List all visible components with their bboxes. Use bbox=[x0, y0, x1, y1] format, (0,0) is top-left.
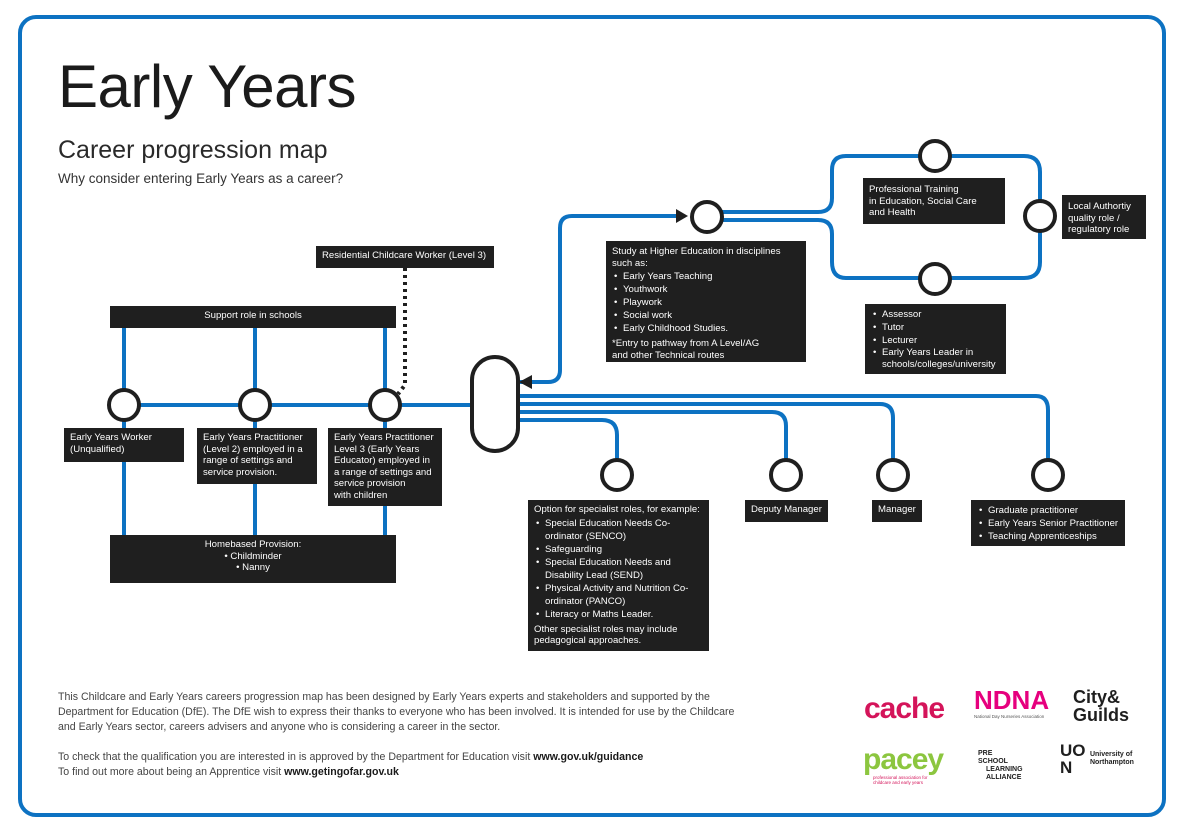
box-practitioner-l2 bbox=[197, 428, 317, 484]
apprentice-link[interactable]: www.getingofar.gov.uk bbox=[284, 766, 399, 778]
higher-ed-item: • Social work bbox=[623, 309, 800, 322]
higher-ed-intro: such as: bbox=[612, 257, 648, 269]
box-professional-training bbox=[863, 178, 1005, 224]
local-authority-line: quality role / bbox=[1068, 212, 1120, 224]
node-manager bbox=[878, 460, 908, 490]
arrow-to-hub bbox=[519, 375, 532, 389]
l3-line: Early Years Practitioner bbox=[334, 432, 434, 443]
ndna-logo-text: NDNA bbox=[974, 685, 1050, 715]
uon-mark-top: UO bbox=[1060, 741, 1086, 760]
deputy-manager-label: Deputy Manager bbox=[751, 504, 822, 515]
homebased-item: • Nanny bbox=[236, 562, 270, 573]
worker-line: (Unqualified) bbox=[70, 443, 125, 455]
homebased-item: • Childminder bbox=[224, 550, 282, 562]
node-graduate bbox=[1033, 460, 1063, 490]
higher-ed-item: • Playwork bbox=[623, 296, 800, 309]
pacey-logo-sub: professional association for childcare and early years bbox=[873, 775, 928, 785]
node-training bbox=[920, 141, 950, 171]
l2-line: service provision. bbox=[203, 466, 278, 478]
specialist-intro: Option for specialist roles, for example: bbox=[534, 504, 700, 515]
box-assessor bbox=[865, 304, 1006, 374]
box-residential bbox=[316, 246, 494, 268]
graduate-item: • Early Years Senior Practitioner bbox=[988, 517, 1119, 530]
worker-line: Early Years Worker bbox=[70, 432, 152, 443]
footer-links bbox=[58, 750, 738, 780]
cityguilds-line: Guilds bbox=[1073, 705, 1130, 725]
specialist-item: • Special Education Needs and Disability Lead (SEND) bbox=[545, 556, 703, 582]
line-to-specialist bbox=[518, 420, 617, 458]
graduate-item: • Graduate practitioner bbox=[988, 504, 1119, 517]
node-deputy bbox=[771, 460, 801, 490]
box-deputy-manager bbox=[745, 500, 828, 522]
node-local-authority bbox=[1025, 201, 1055, 231]
l3-line: service provision bbox=[334, 478, 406, 489]
uon-name: University of Northampton bbox=[1089, 751, 1134, 766]
l3-line: a range of settings and bbox=[334, 466, 432, 478]
training-line: in Education, Social Care bbox=[869, 195, 977, 207]
l2-line: Early Years Practitioner bbox=[203, 432, 303, 443]
higher-ed-intro: Study at Higher Education in disciplines bbox=[612, 246, 781, 257]
node-higher-ed bbox=[692, 202, 722, 232]
box-manager bbox=[872, 500, 922, 522]
manager-label: Manager bbox=[878, 504, 916, 515]
footer-paragraph: This Childcare and Early Years careers progression map has been designed by Early Years experts and stakeholders and supported by the Department for Education (DfE). The DfE wish to express their thanks to everyone who has been involved. It is intended for use by the Childcare and Early Years sector, careers advisers and anyone who is considering a career in the sector. bbox=[58, 691, 735, 733]
specialist-item: • Physical Activity and Nutrition Co-ordinator (PANCO) bbox=[545, 582, 703, 608]
box-graduate bbox=[971, 500, 1125, 546]
local-authority-line: Local Authortiy bbox=[1068, 201, 1131, 212]
local-authority-line: regulatory role bbox=[1068, 224, 1130, 235]
higher-ed-note: and other Technical routes bbox=[612, 349, 725, 361]
assessor-item: • Tutor bbox=[882, 321, 1000, 334]
assessor-item: • Lecturer bbox=[882, 334, 1000, 347]
ndna-logo-sub: National Day Nurseries Association bbox=[974, 714, 1045, 719]
specialist-note: pedagogical approaches. bbox=[534, 635, 642, 646]
box-practitioner-l3 bbox=[328, 428, 442, 506]
node-l2 bbox=[240, 390, 270, 420]
box-support-schools bbox=[110, 306, 396, 328]
page-title: Early Years bbox=[58, 53, 357, 120]
box-local-authority bbox=[1062, 195, 1146, 239]
hub-capsule bbox=[472, 357, 518, 451]
cityguilds-logo bbox=[1073, 688, 1129, 724]
specialist-note: Other specialist roles may include bbox=[534, 623, 678, 635]
l3-line: Educator) employed in bbox=[334, 455, 430, 466]
graduate-item: • Teaching Apprenticeships bbox=[988, 530, 1119, 543]
guidance-link[interactable]: www.gov.uk/guidance bbox=[533, 751, 644, 763]
page-question: Why consider entering Early Years as a career? bbox=[58, 171, 344, 186]
training-line: Professional Training bbox=[869, 184, 959, 195]
pacey-logo bbox=[863, 745, 953, 785]
box-specialist bbox=[528, 500, 709, 651]
residential-label: Residential Childcare Worker (Level 3) bbox=[322, 250, 487, 261]
training-line: and Health bbox=[869, 207, 916, 218]
guidance-text: To check that the qualification you are interested in is approved by the Department for Education visit bbox=[58, 751, 534, 763]
preschool-line: PRE bbox=[978, 750, 993, 757]
node-specialist bbox=[602, 460, 632, 490]
preschool-line: ALLIANCE bbox=[986, 774, 1022, 781]
ndna-logo bbox=[974, 686, 1058, 720]
cityguilds-line: City& bbox=[1073, 687, 1121, 707]
assessor-item: • Assessor bbox=[882, 308, 1000, 321]
box-worker-unqualified bbox=[64, 428, 184, 462]
box-homebased bbox=[110, 535, 396, 583]
apprentice-text: To find out more about being an Apprentice visit bbox=[58, 766, 285, 778]
dotted-line-residential bbox=[398, 268, 405, 394]
cache-logo bbox=[864, 692, 944, 726]
uon-mark bbox=[1060, 742, 1086, 776]
specialist-item: • Safeguarding bbox=[545, 543, 703, 556]
node-worker bbox=[109, 390, 139, 420]
assessor-item: • Early Years Leader in schools/colleges/university bbox=[882, 347, 1000, 370]
support-schools-label: Support role in schools bbox=[204, 310, 302, 321]
pacey-logo-text: pacey bbox=[863, 743, 944, 776]
cache-logo-text: cache bbox=[864, 692, 945, 725]
l2-line: (Level 2) employed in a bbox=[203, 443, 303, 455]
page-subtitle: Career progression map bbox=[58, 136, 328, 164]
specialist-item: • Special Education Needs Co-ordinator (SENCO) bbox=[545, 517, 703, 543]
box-higher-ed bbox=[606, 241, 806, 362]
l3-line: Level 3 (Early Years bbox=[334, 443, 420, 455]
arrow-to-higher-ed bbox=[676, 209, 688, 223]
l2-line: range of settings and bbox=[203, 455, 293, 466]
higher-ed-item: • Youthwork bbox=[623, 283, 800, 296]
higher-ed-item: • Early Childhood Studies. bbox=[623, 322, 800, 335]
uon-logo bbox=[1060, 742, 1140, 776]
node-l3 bbox=[370, 390, 400, 420]
preschool-line: SCHOOL bbox=[978, 758, 1008, 765]
l3-line: with children bbox=[334, 489, 388, 501]
homebased-title: Homebased Provision: bbox=[204, 539, 302, 550]
higher-ed-note: *Entry to pathway from A Level/AG bbox=[612, 338, 760, 349]
preschool-line: LEARNING bbox=[986, 766, 1023, 773]
node-assessor bbox=[920, 264, 950, 294]
higher-ed-item: • Early Years Teaching bbox=[623, 270, 800, 283]
specialist-item: • Literacy or Maths Leader. bbox=[545, 608, 703, 621]
uon-mark-bottom: N bbox=[1060, 758, 1073, 777]
preschool-logo bbox=[978, 750, 1028, 782]
